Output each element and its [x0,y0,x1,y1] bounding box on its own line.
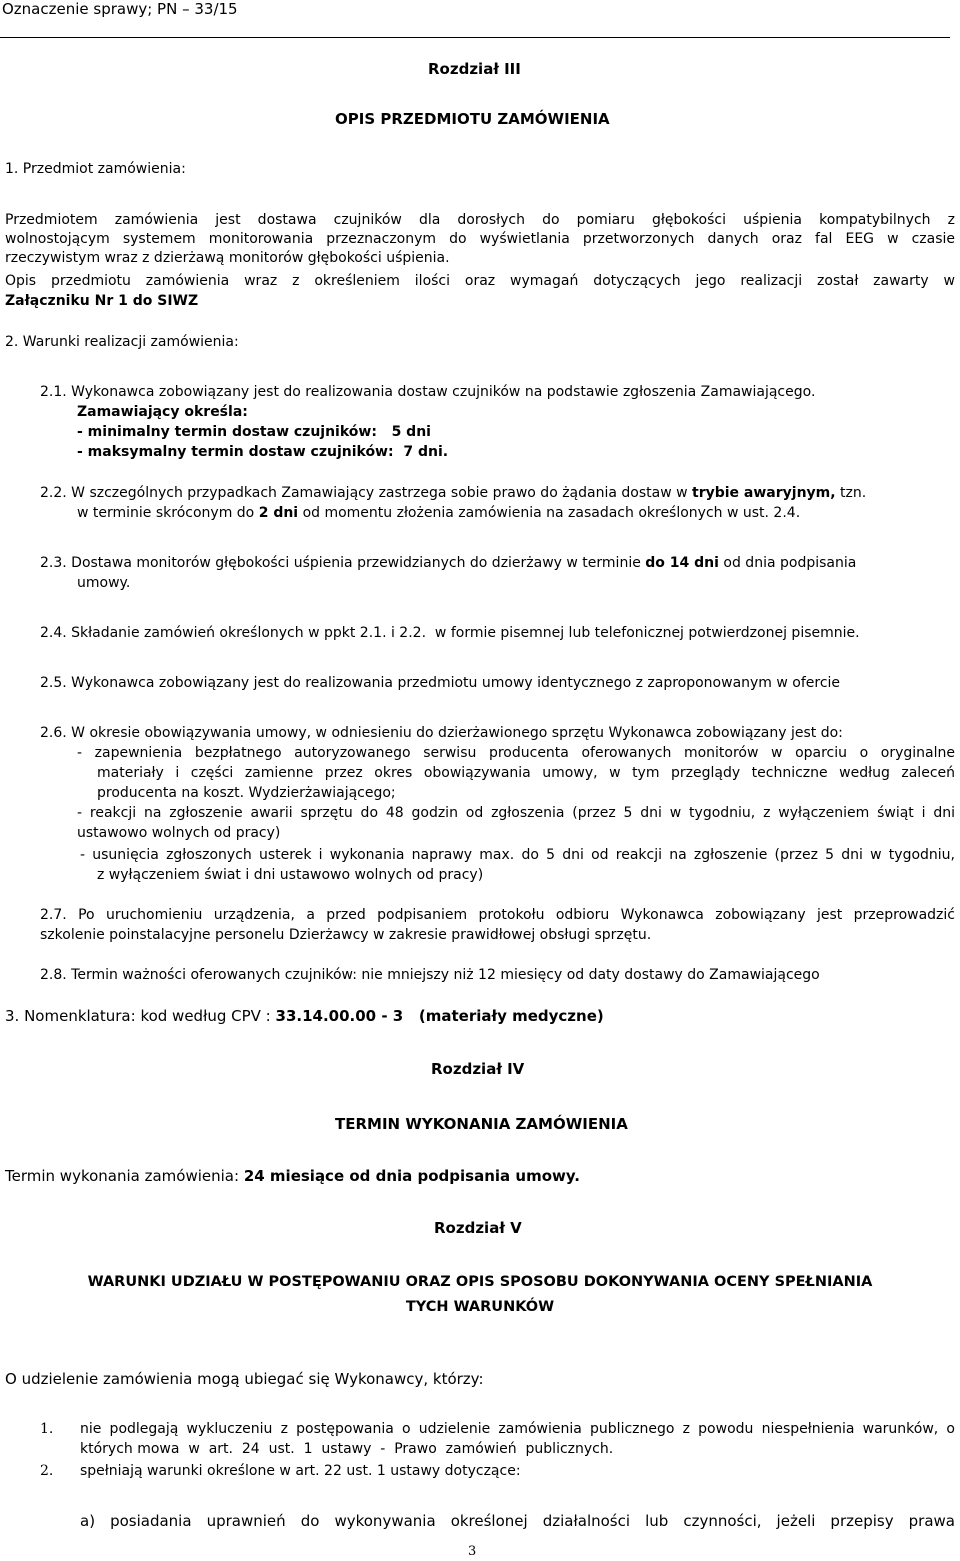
paragraph-line: rzeczywistym wraz z dzierżawą monitorów głębokości uśpienia. [5,250,450,266]
list-item-text: od momentu złożenia zamówienia na zasadach określonych w ust. 2.4. [302,505,801,521]
term-value: 24 miesiące od dnia podpisania umowy. [243,1167,580,1185]
chapter-title: Rozdział IV [431,1060,525,1078]
chapter-subtitle: WARUNKI UDZIAŁU W POSTĘPOWANIU ORAZ OPIS SPOSOBU DOKONYWANIA OCENY SPEŁNIANIA [87,1274,873,1290]
list-item: umowy. [77,575,131,591]
list-item-bold: - minimalny termin dostaw czujników: 5 dni [77,424,431,440]
list-item [77,504,800,522]
section-heading: 1. Przedmiot zamówienia: [5,161,186,177]
list-subitem: - reakcji na zgłoszenie awarii sprzętu do 48 godzin od zgłoszenia (przez 5 dni w tygodniu, z wyłączeniem świąt i dni [77,805,955,821]
list-item-bold: 2 dni [258,505,299,521]
section-heading: 2. Warunki realizacji zamówienia: [5,334,239,350]
chapter-subtitle: TERMIN WYKONANIA ZAMÓWIENIA [335,1115,628,1133]
paragraph-line: wolnostojącym systemem monitorowania przeznaczonym do wyświetlania przetworzonych danych oraz fal EEG w czasie [5,231,955,247]
list-item: 2.4. Składanie zamówień określonych w ppkt 2.1. i 2.2. w formie pisemnej lub telefonicznej potwierdzonej pisemnie. [40,625,860,641]
list-subitem: ustawowo wolnych od pracy) [77,825,281,841]
list-item: szkolenie poinstalacyjne personelu Dzierżawcy w zakresie prawidłowej obsługi sprzętu. [40,927,652,943]
list-item-text: 2.3. Dostawa monitorów głębokości uśpienia przewidzianych do dzierżawy w terminie [40,555,641,571]
paragraph-line: Przedmiotem zamówienia jest dostawa czujników dla dorosłych do pomiaru głębokości uśpienia kompatybilnych z [5,212,955,228]
list-item-bold: - maksymalny termin dostaw czujników: 7 dni. [77,444,449,460]
cpv-line [5,1007,604,1025]
list-item-bold: do 14 dni [645,555,719,571]
cpv-code: 33.14.00.00 - 3 (materiały medyczne) [275,1007,604,1025]
paragraph-line: Opis przedmiotu zamówienia wraz z określeniem ilości oraz wymagań dotyczących jego realizacji został zawarty w [5,273,955,289]
list-item: 2.5. Wykonawca zobowiązany jest do realizowania przedmiotu umowy identycznego z zaproponowanym w ofercie [40,675,841,691]
list-item-text: tzn. [840,485,867,501]
list-item: 2.8. Termin ważności oferowanych czujników: nie mniejszy niż 12 miesięcy od daty dostawy do Zamawiającego [40,967,820,983]
list-item: 2.7. Po uruchomieniu urządzenia, a przed podpisaniem protokołu odbioru Wykonawca zobowiązany jest przeprowadzić [40,907,955,923]
attachment-ref: Załączniku Nr 1 do SIWZ [5,293,199,309]
list-item-bold: trybie awaryjnym, [692,485,836,501]
list-number: 1. [40,1421,54,1437]
list-subitem: producenta na koszt. Wydzierżawiającego; [97,785,396,801]
list-subitem: - zapewnienia bezpłatnego autoryzowanego serwisu producenta oferowanych monitorów w oparciu o oryginalne [77,745,955,761]
list-item: 2.6. W okresie obowiązywania umowy, w odniesieniu do dzierżawionego sprzętu Wykonawca zobowiązany jest do: [40,725,843,741]
chapter-subtitle: OPIS PRZEDMIOTU ZAMÓWIENIA [335,110,610,128]
list-number: 2. [40,1463,54,1479]
list-item: nie podlegają wykluczeniu z postępowania o udzielenie zamówienia publicznego z powodu niespełnienia warunków, o [80,1421,955,1437]
list-item [40,554,856,572]
list-item: 2.1. Wykonawca zobowiązany jest do realizowania dostaw czujników na podstawie zgłoszenia Zamawiającego. [40,384,816,400]
list-item-text: w terminie skróconym do [77,505,255,521]
page-number: 3 [468,1544,477,1559]
term-line [5,1167,580,1185]
list-subitem: materiały i części zamienne przez okres obowiązywania umowy, w tym przeglądy techniczne według zaleceń [97,765,955,781]
list-subitem: a) posiadania uprawnień do wykonywania określonej działalności lub czynności, jeżeli przepisy prawa [80,1512,955,1530]
term-label: Termin wykonania zamówienia: [5,1167,240,1185]
cpv-label: 3. Nomenklatura: kod według CPV : [5,1007,271,1025]
list-item-text: od dnia podpisania [723,555,857,571]
list-item-text: 2.2. W szczególnych przypadkach Zamawiający zastrzega sobie prawo do żądania dostaw w [40,485,688,501]
list-item-bold: Zamawiający określa: [77,404,248,420]
list-item: których mowa w art. 24 ust. 1 ustawy - Prawo zamówień publicznych. [80,1441,614,1457]
list-item: spełniają warunki określone w art. 22 ust. 1 ustawy dotyczące: [80,1463,521,1479]
case-mark: Oznaczenie sprawy; PN – 33/15 [2,0,238,18]
chapter-title: Rozdział V [434,1219,522,1237]
list-subitem: - usunięcia zgłoszonych usterek i wykonania naprawy max. do 5 dni od reakcji na zgłoszenie (przez 5 dni w tygodniu, [80,847,955,863]
intro-line: O udzielenie zamówienia mogą ubiegać się Wykonawcy, którzy: [5,1370,484,1388]
list-item [40,484,866,502]
list-subitem: z wyłączeniem świat i dni ustawowo wolnych od pracy) [97,867,484,883]
chapter-subtitle: TYCH WARUNKÓW [405,1299,555,1315]
chapter-title: Rozdział III [428,60,521,78]
header-rule [0,37,950,38]
